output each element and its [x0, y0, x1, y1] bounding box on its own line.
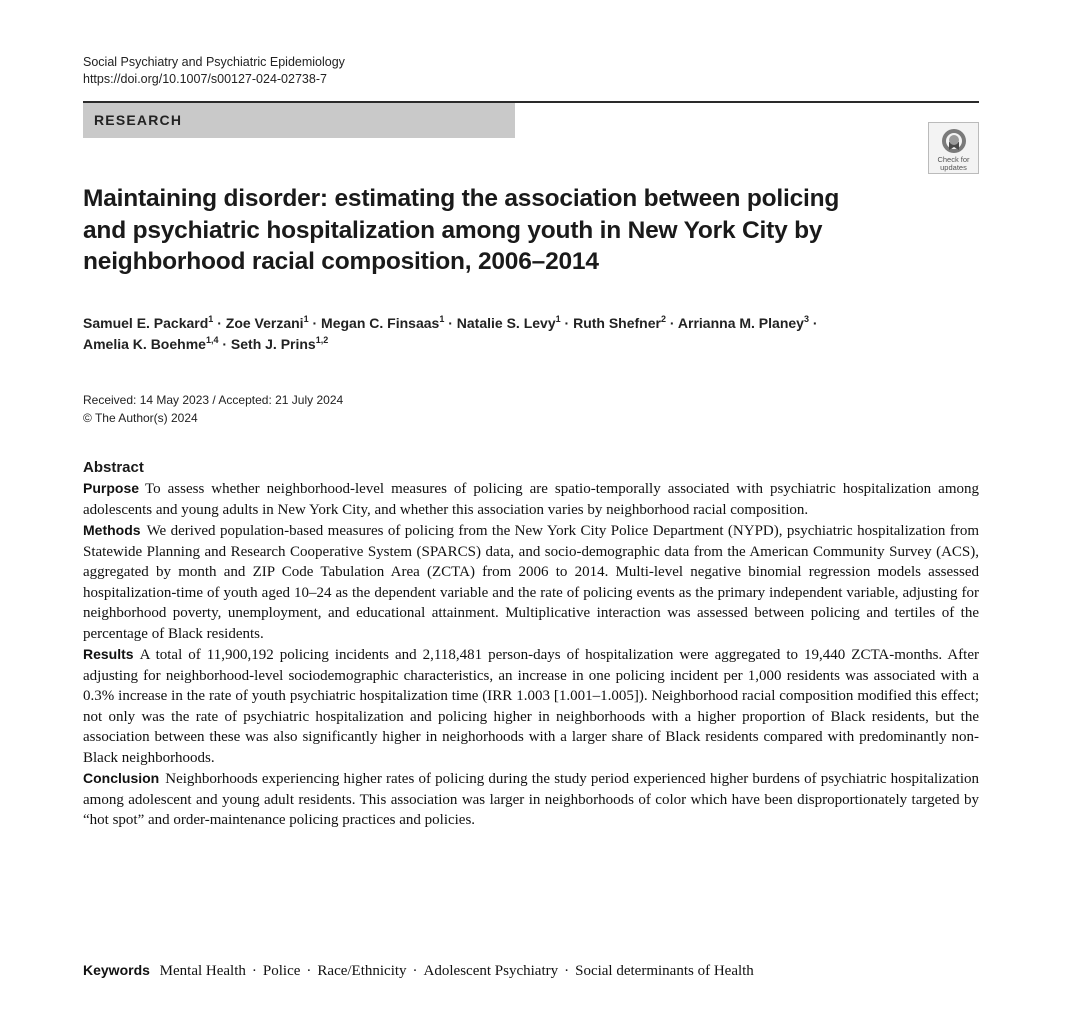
abstract-purpose — [83, 478, 979, 520]
results-label: Results — [83, 646, 134, 662]
keywords: Keywords Mental Health · Police · Race/Ethnicity · Adolescent Psychiatry · Social determinants of Health — [83, 962, 754, 979]
purpose-label: Purpose — [83, 480, 140, 496]
conclusion-text: Neighborhoods experiencing higher rates of policing during the study period experienced higher burdens of psychiatric hospitalization among adolescent and young adult residents. This association was larger in neighborhoods of color which have been disproportionately targeted by “hot spot” and order-maintenance policing practices and policies. — [83, 771, 979, 828]
keyword[interactable]: Race/Ethnicity — [317, 963, 407, 979]
keyword[interactable]: Social determinants of Health — [575, 963, 754, 979]
check-updates-line2: updates — [940, 163, 967, 172]
journal-header — [83, 54, 345, 88]
article-title: Maintaining disorder: estimating the association between policing and psychiatric hospitalization among youth in New York City by neighborhood racial composition, 2006–2014 — [83, 185, 840, 275]
author-list: Samuel E. Packard$^1$ · Zoe Verzani$^1$ · Megan C. Finsaas$^1$ · Natalie S. Levy$^1$ · Ruth Shefner$^2$ · Arrianna M. Planey$^3$ · Amelia K. Boehme$^{1,4}$ · Seth J. Prins$^{1,2}$ — [83, 314, 818, 352]
abstract-results — [83, 644, 979, 768]
copyright: © The Author(s) 2024 — [83, 411, 198, 425]
check-updates-line1: Check for — [937, 155, 970, 164]
author[interactable]: Arrianna M. Planey$^3$ — [677, 314, 809, 331]
keyword[interactable]: Adolescent Psychiatry — [423, 963, 559, 979]
abstract-conclusion — [83, 768, 979, 831]
check-updates-icon — [941, 128, 967, 154]
author[interactable]: Amelia K. Boehme$^{1,4}$ — [83, 335, 219, 352]
author[interactable]: Samuel E. Packard$^1$ — [83, 314, 214, 331]
article-dates — [83, 391, 343, 427]
journal-name: Social Psychiatry and Psychiatric Epidemiology — [83, 55, 345, 69]
keyword[interactable]: Mental Health — [159, 963, 246, 979]
author[interactable]: Ruth Shefner$^2$ — [573, 314, 666, 331]
author[interactable]: Natalie S. Levy$^1$ — [456, 314, 561, 331]
author[interactable]: Megan C. Finsaas$^1$ — [321, 314, 445, 331]
author[interactable]: Zoe Verzani$^1$ — [225, 314, 309, 331]
keyword[interactable]: Police — [262, 963, 301, 979]
section-label: RESEARCH — [83, 103, 515, 138]
results-text: A total of 11,900,192 policing incidents and 2,118,481 person-days of hospitalization were aggregated to 19,440 ZCTA-months. After adjusting for neighborhood-level sociodemographic characteristics, an increase in one policing incident per 1,000 residents was associated with a 0.3% increase in the rate of youth psychiatric hospitalization time (IRR 1.003 [1.001–1.005]). Neighborhood racial composition modified this effect; not only was the rate of psychiatric hospitalization and policing higher in neighborhoods with a higher proportion of Black residents, but the association between these was also significantly higher in neighorhoods with a larger share of Black residents compared with predominantly non-Black neighborhoods. — [83, 647, 979, 766]
check-for-updates-badge[interactable] — [928, 122, 979, 174]
conclusion-label: Conclusion — [83, 770, 160, 786]
abstract — [83, 459, 979, 831]
keywords-label: Keywords — [83, 962, 150, 978]
methods-label: Methods — [83, 522, 141, 538]
received-accepted: Received: 14 May 2023 / Accepted: 21 July 2024 — [83, 393, 344, 407]
doi-link[interactable]: https://doi.org/10.1007/s00127-024-02738-7 — [83, 72, 327, 86]
methods-text: We derived population-based measures of policing from the New York City Police Department (NYPD), psychiatric hospitalization from Statewide Planning and Research Cooperative System (SPARCS) data, and socio-demographic data from the American Community Survey (ACS), aggregated by month and ZIP Code Tabulation Area (ZCTA) from 2006 to 2014. Multi-level negative binomial regression models assessed hospitalization-time of youth aged 10–24 as the dependent variable and the rate of policing events as the primary independent variable, adjusting for neighborhood poverty, unemployment, and educational attainment. Multiplicative interaction was assessed between policing and tertiles of the percentage of Black residents. — [83, 523, 979, 642]
abstract-methods — [83, 520, 979, 644]
abstract-heading: Abstract — [83, 459, 144, 476]
purpose-text: To assess whether neighborhood-level measures of policing are spatio-temporally associated with psychiatric hospitalization among adolescents and young adults in New York City, and whether this association varies by neighborhood racial composition. — [83, 481, 979, 518]
author[interactable]: Seth J. Prins$^{1,2}$ — [230, 335, 329, 352]
